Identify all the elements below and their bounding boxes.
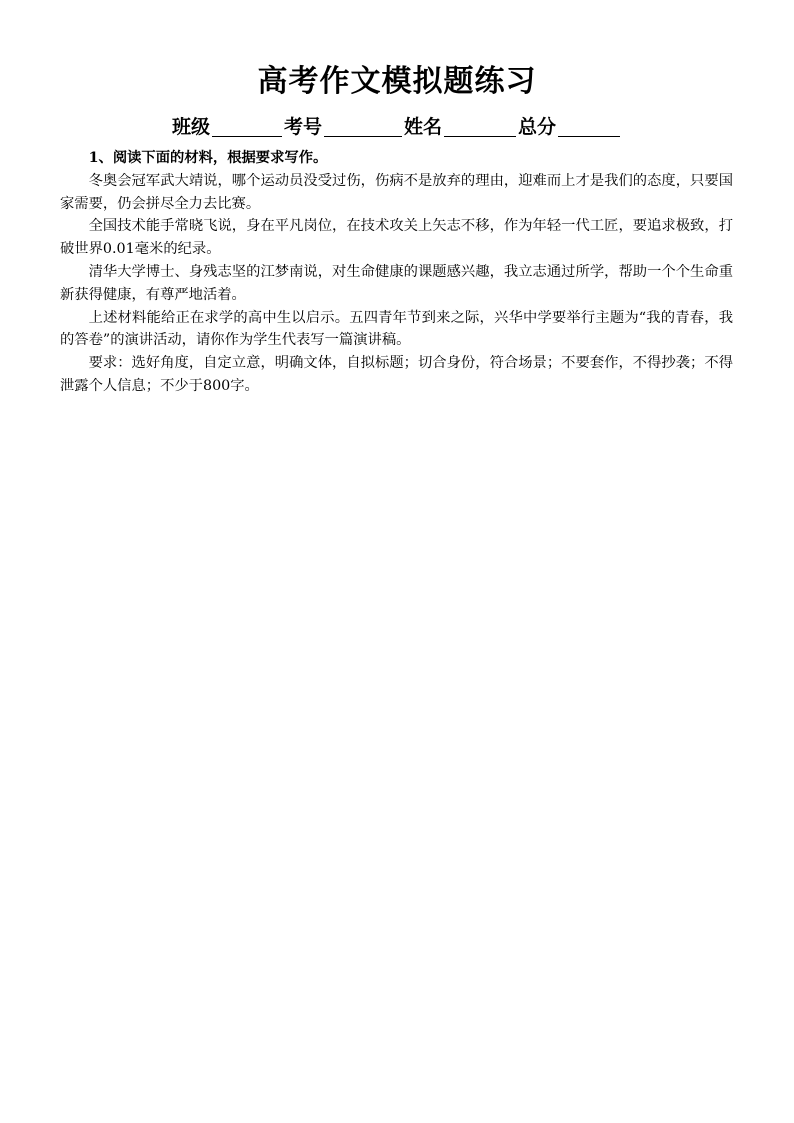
class-blank	[212, 116, 282, 137]
exam-number-label: 考号	[283, 116, 322, 138]
class-label: 班级	[171, 116, 210, 138]
page-title: 高考作文模拟题练习	[257, 64, 537, 99]
exam-number-blank	[324, 116, 402, 137]
score-blank	[558, 116, 620, 137]
material-paragraph: 全国技术能手常晓飞说，身在平凡岗位，在技术攻关上矢志不移，作为年轻一代工匠，要追求极致，打破世界0.01毫米的纪录。	[60, 218, 733, 258]
score-label: 总分	[518, 116, 557, 138]
name-blank	[444, 116, 516, 137]
student-info-row	[0, 114, 794, 140]
name-label: 姓名	[404, 116, 443, 138]
material-paragraph: 冬奥会冠军武大靖说，哪个运动员没受过伤，伤病不是放弃的理由，迎难而上才是我们的态度，只要国家需要，仍会拼尽全力去比赛。	[60, 172, 733, 212]
question-body	[60, 147, 733, 398]
requirements-paragraph: 要求：选好角度，自定立意，明确文体，自拟标题；切合身份，符合场景；不要套作，不得抄袭；不得泄露个人信息；不少于800字。	[60, 355, 733, 394]
task-paragraph: 上述材料能给正在求学的高中生以启示。五四青年节到来之际，兴华中学要举行主题为“我的青春，我的答卷”的演讲活动，请你作为学生代表写一篇演讲稿。	[60, 309, 733, 349]
question-heading: 1、阅读下面的材料，根据要求写作。	[88, 150, 328, 166]
material-paragraph: 清华大学博士、身残志坚的江梦南说，对生命健康的课题感兴趣，我立志通过所学，帮助一个个生命重新获得健康，有尊严地活着。	[60, 263, 733, 303]
